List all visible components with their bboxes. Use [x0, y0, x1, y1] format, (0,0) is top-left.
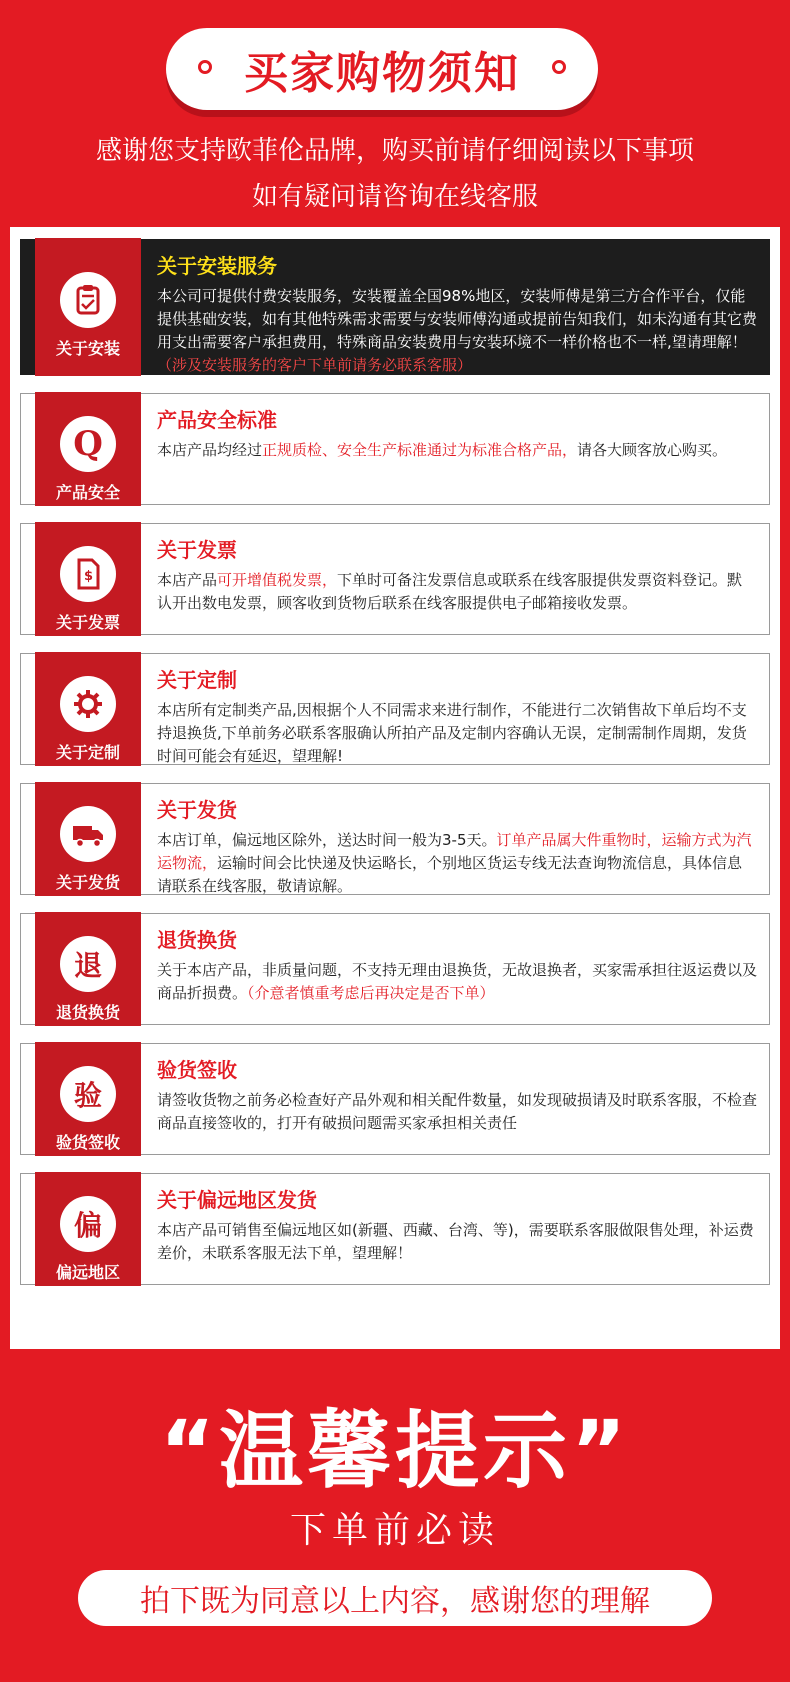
card-side	[35, 652, 141, 766]
card-side	[35, 912, 141, 1026]
card-side-label: 关于定制	[55, 743, 120, 762]
card-body: 关于本店产品，非质量问题，不支持无理由退换货，无故退换者，买家需承担往返运费以及商品折损费。（介意者慎重考虑后再决定是否下单）	[157, 961, 758, 1002]
card-side	[35, 522, 141, 636]
card-product-safety	[20, 393, 770, 505]
card-body: 本店产品可开增值税发票，下单时可备注发票信息或联系在线客服提供发票资料登记。默认开出数电发票，顾客收到货物后联系在线客服提供电子邮箱接收发票。	[157, 571, 743, 612]
card-side-label: 关于发票	[55, 613, 120, 632]
card-body: 本公司可提供付费安装服务，安装覆盖全国98%地区，安装师傅是第三方合作平台，仅能提供基础安装，如有其他特殊需求需要与安装师傅沟通或提前告知我们，如未沟通有其它费用支出需要客户承担费用，特殊商品安装费用与安装环境不一样价格也不一样,望请理解！（涉及安装服务的客户下单前请务必联系客服）	[157, 287, 758, 374]
card-title: 关于发票	[157, 538, 237, 562]
card-side	[35, 1042, 141, 1156]
circle-decoration-icon	[552, 60, 566, 74]
card-side	[35, 1172, 141, 1286]
card-body: 请签收货物之前务必检查好产品外观和相关配件数量，如发现破损请及时联系客服，不检查商品直接签收的，打开有破损问题需买家承担相关责任	[157, 1091, 758, 1132]
card-side	[35, 392, 141, 506]
card-shipping	[20, 783, 770, 895]
card-title: 产品安全标准	[157, 408, 277, 432]
card-remote-areas	[20, 1173, 770, 1285]
svg-text:$: $	[83, 569, 94, 584]
inspect-icon: 验	[60, 1066, 116, 1122]
card-side-label: 验货签收	[55, 1133, 120, 1152]
tips-title: “温馨提示”	[159, 1402, 631, 1500]
card-title: 关于安装服务	[157, 254, 277, 278]
card-body: 本店产品均经过正规质检、安全生产标准通过为标准合格产品，请各大顾客放心购买。	[157, 441, 728, 459]
card-title: 退货换货	[157, 928, 237, 952]
header-subtitle-2: 如有疑问请咨询在线客服	[251, 182, 538, 212]
card-title: 关于发货	[157, 798, 237, 822]
header-subtitle-1: 感谢您支持欧菲伦品牌，购买前请仔细阅读以下事项	[95, 136, 694, 166]
delivery-truck-icon	[60, 806, 116, 862]
card-side-label: 关于发货	[55, 873, 120, 892]
card-title: 关于偏远地区发货	[157, 1188, 317, 1212]
agreement-pill	[78, 1570, 712, 1626]
card-installation	[20, 239, 770, 375]
card-body: 本店产品可销售至偏远地区如(新疆、西藏、台湾、等)，需要联系客服做限售处理，补运费差价，未联系客服无法下单，望理解！	[157, 1221, 754, 1262]
agreement-text: 拍下既为同意以上内容，感谢您的理解	[140, 1584, 650, 1619]
card-returns	[20, 913, 770, 1025]
quality-badge-icon: Q	[60, 416, 116, 472]
card-invoice	[20, 523, 770, 635]
card-body: 本店所有定制类产品,因根据个人不同需求来进行制作，不能进行二次销售故下单后均不支持退换货,下单前务必联系客服确认所拍产品及定制内容确认无误，定制需制作周期，发货时间可能会有延迟，望理解!	[157, 701, 747, 765]
clipboard-check-icon	[60, 272, 116, 328]
remote-area-icon: 偏	[60, 1196, 116, 1252]
card-side	[35, 782, 141, 896]
notice-panel	[10, 227, 780, 1349]
card-side-label: 关于安装	[55, 339, 120, 358]
card-side-label: 产品安全	[55, 483, 120, 502]
card-customization	[20, 653, 770, 765]
card-side-label: 偏远地区	[55, 1263, 120, 1282]
page-title: 买家购物须知	[244, 48, 520, 99]
circle-decoration-icon	[198, 60, 212, 74]
card-body: 本店订单，偏远地区除外，送达时间一般为3-5天。订单产品属大件重物时，运输方式为汽运物流，运输时间会比快递及快运略长，个别地区货运专线无法查询物流信息，具体信息请联系在线客服，敬请谅解。	[157, 831, 752, 895]
tips-subtitle: 下单前必读	[289, 1510, 500, 1551]
card-title: 关于定制	[157, 668, 237, 692]
card-inspection	[20, 1043, 770, 1155]
gear-wrench-icon	[60, 676, 116, 732]
return-icon: 退	[60, 936, 116, 992]
card-side	[35, 238, 141, 376]
invoice-icon	[60, 546, 116, 602]
card-title: 验货签收	[157, 1058, 237, 1082]
card-side-label: 退货换货	[55, 1003, 120, 1022]
header-banner	[166, 28, 598, 110]
